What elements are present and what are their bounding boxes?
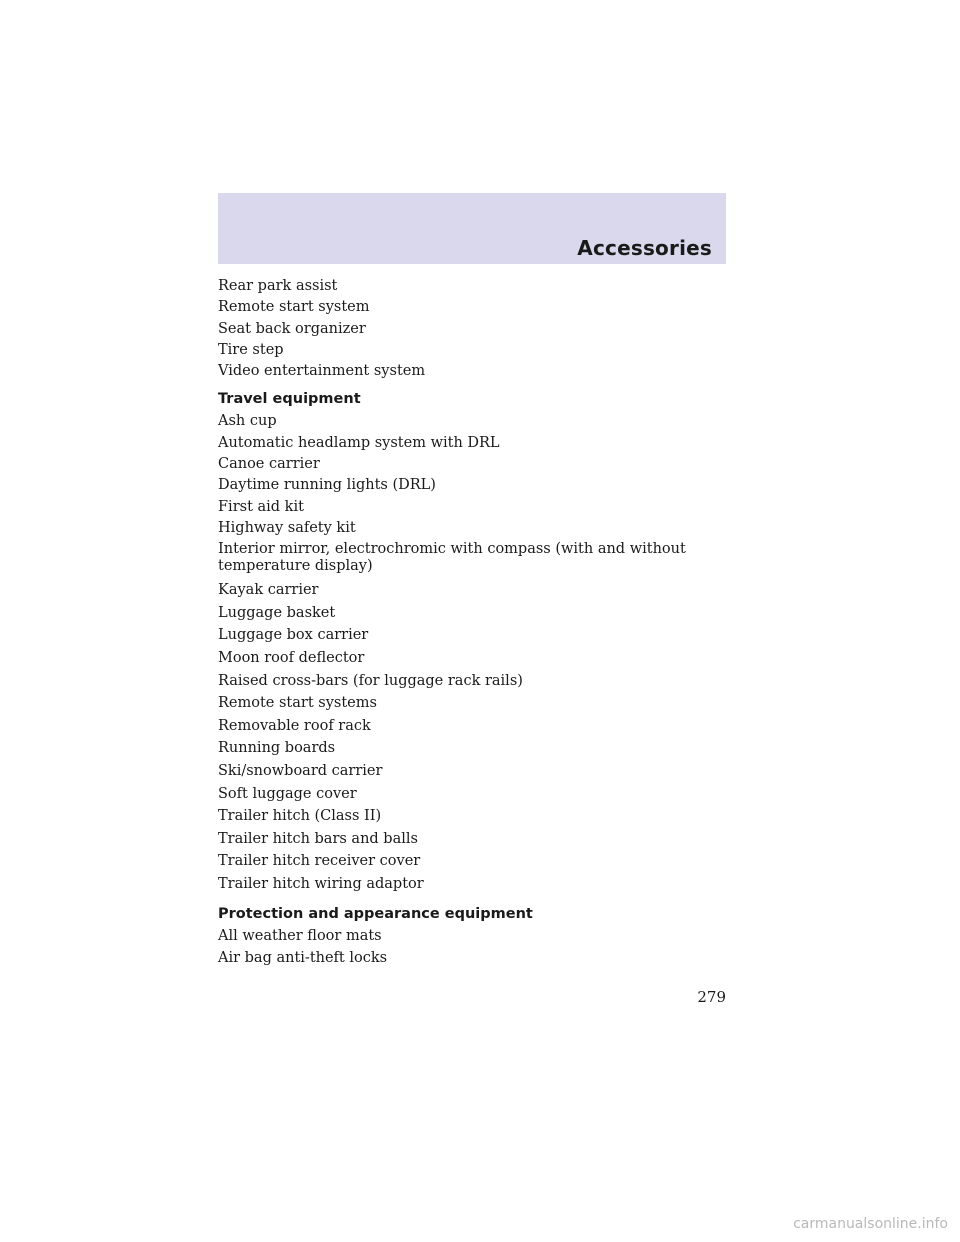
- list-item: Ash cup: [218, 413, 277, 430]
- list-item: Air bag anti-theft locks: [218, 949, 388, 966]
- watermark: carmanualsonline.info: [793, 1216, 948, 1232]
- list-item: Remote start systems: [218, 695, 377, 712]
- accessories-list: [218, 278, 726, 972]
- list-item: Running boards: [218, 740, 336, 757]
- list-item: Luggage basket: [218, 604, 336, 621]
- list-item: Highway safety kit: [218, 519, 356, 536]
- continued-items: [218, 278, 726, 384]
- travel-items-continued: [218, 582, 726, 898]
- list-item: Luggage box carrier: [218, 627, 369, 644]
- list-item: Moon roof deflector: [218, 650, 365, 667]
- list-item: Trailer hitch bars and balls: [218, 830, 418, 847]
- list-item: Trailer hitch wiring adaptor: [218, 875, 424, 892]
- list-item: Trailer hitch (Class II): [218, 808, 382, 825]
- protection-equipment-heading: Protection and appearance equipment: [218, 905, 533, 922]
- list-item: Remote start system: [218, 299, 370, 316]
- list-item-interior-mirror: [218, 541, 726, 582]
- section-title: Accessories: [577, 236, 712, 260]
- list-item-line: Interior mirror, electrochromic with compass (with and without: [218, 541, 686, 558]
- list-item: Soft luggage cover: [218, 785, 357, 802]
- list-item: Rear park assist: [218, 278, 338, 294]
- list-item: Video entertainment system: [218, 363, 426, 380]
- list-item: Removable roof rack: [218, 717, 371, 734]
- list-item: Ski/snowboard carrier: [218, 763, 383, 780]
- list-item-line: temperature display): [218, 558, 373, 575]
- list-item: Kayak carrier: [218, 582, 319, 599]
- travel-items: [218, 413, 726, 582]
- list-item: Automatic headlamp system with DRL: [218, 434, 500, 451]
- travel-equipment-heading: Travel equipment: [218, 391, 361, 408]
- section-header-band: [218, 193, 726, 264]
- list-item: Trailer hitch receiver cover: [218, 853, 421, 870]
- list-item: Daytime running lights (DRL): [218, 477, 436, 494]
- list-item: All weather floor mats: [218, 927, 382, 944]
- page-number: 279: [697, 988, 726, 1006]
- list-item: Canoe carrier: [218, 456, 320, 473]
- list-item: Raised cross-bars (for luggage rack rails): [218, 672, 523, 689]
- list-item: First aid kit: [218, 498, 304, 515]
- list-item: Seat back organizer: [218, 320, 366, 337]
- protection-items: [218, 928, 726, 972]
- list-item: Tire step: [218, 341, 284, 358]
